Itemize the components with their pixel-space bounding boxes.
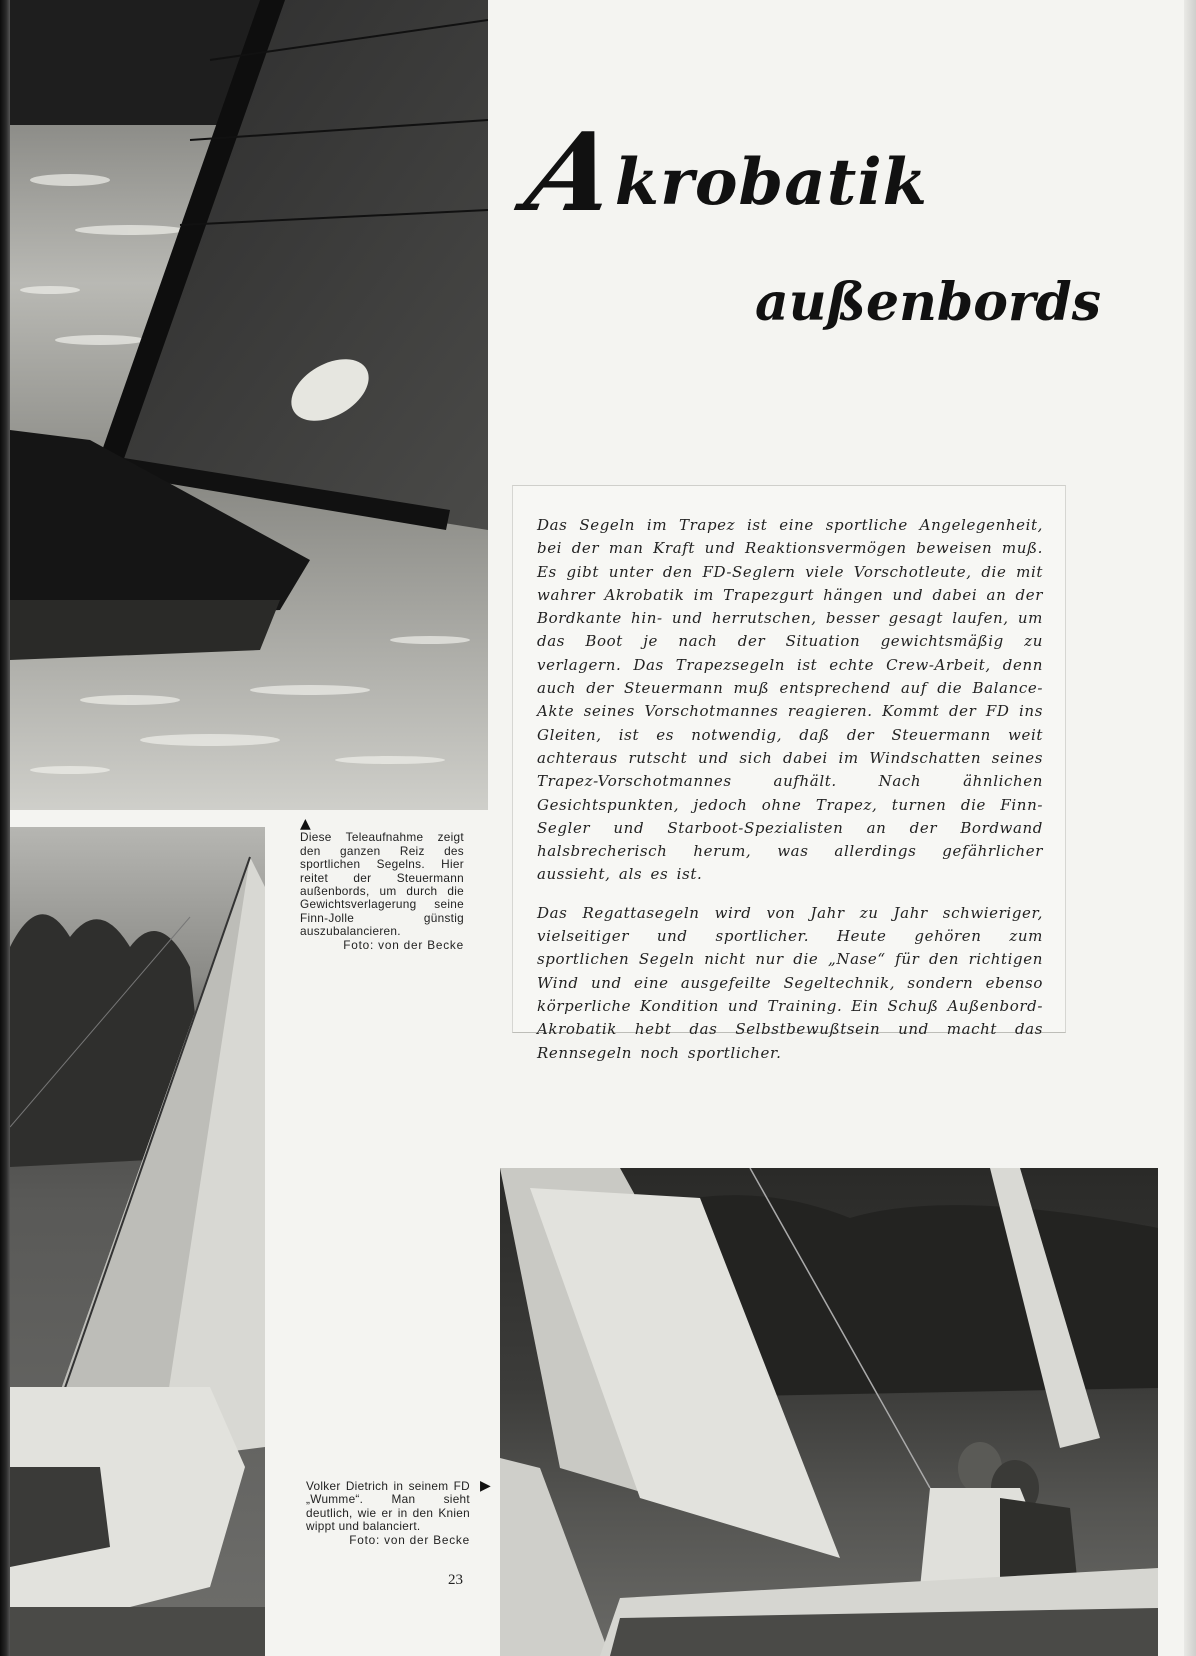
caption-bottom bbox=[306, 1480, 470, 1547]
page-number: 23 bbox=[448, 1572, 463, 1588]
article-paragraph-2: Das Regattasegeln wird von Jahr zu Jahr schwieriger, vielseitiger und sportlicher. Heute gehören zum sportlichen Segeln nicht nur die „Nase“ für den richtigen Wind und eine ausgefeilte Segeltechnik, sondern ebenso körperliche Kondition und Training. Ein Schuß Außenbord-Akrobatik hebt das Selbstbewußtsein und macht das Rennsegeln noch sportlicher. bbox=[537, 903, 1043, 1062]
photo-sailboat-backlit bbox=[10, 0, 488, 810]
photo-fd-wumme bbox=[500, 1168, 1158, 1656]
caption-bottom-credit: Foto: von der Becke bbox=[349, 1532, 470, 1547]
caption-top-credit: Foto: von der Becke bbox=[343, 937, 464, 952]
article-paragraph-1: Das Segeln im Trapez ist eine sportliche Angelegenheit, bei der man Kraft und Reaktionsvermögen beweisen muß. Es gibt unter den FD-Seglern viele Vorschotleute, die mit wahrer Akrobatik im Trapezgurt hängen und dabei an der Bordkante hin- und herrutschen, besser gesagt laufen, um das Boot je nach der Situation gewichtsmäßig zu verlagern. Das Trapezsegeln ist echte Crew-Arbeit, denn auch der Steuermann muß entsprechend auf die Balance-Akte seines Vorschotmannes reagieren. Kommt der FD ins Gleiten, ist es notwendig, daß der Steuermann weit achteraus rutscht und sich dabei im Windschatten seines Trapez-Vorschotmannes aufhält. Nach ähnlichen Gesichtspunkten, jedoch ohne Trapez, turnen die Finn-Segler und Starboot-Spezialisten an der Bordwand halsbrecherisch herum, was allerdings gefährlicher aussieht, als es ist. bbox=[537, 516, 1043, 884]
title-word-1: krobatik bbox=[614, 145, 928, 220]
caption-top bbox=[300, 818, 464, 952]
caption-top-text: Diese Teleaufnahme zeigt den ganzen Reiz des sportlichen Segelns. Hier reitet der Steuermann außenbords, um durch die Gewichtsverlagerung seine Finn-Jolle günstig auszubalancieren. bbox=[300, 830, 464, 939]
binding-edge bbox=[0, 0, 10, 1656]
right-arrow-icon: ▶ bbox=[480, 1478, 491, 1494]
up-arrow-icon: ▲ bbox=[300, 816, 312, 832]
article-title bbox=[516, 110, 950, 236]
article-text-box bbox=[512, 485, 1066, 1062]
photo-finn-dinghy bbox=[10, 827, 265, 1656]
caption-bottom-text: Volker Dietrich in seinem FD „Wumme“. Man sieht deutlich, wie er in den Knien wippt und balanciert. bbox=[306, 1479, 470, 1534]
article-title-line-2: außenbords bbox=[755, 272, 1101, 333]
page-edge bbox=[1184, 0, 1196, 1656]
title-initial: A bbox=[516, 110, 629, 236]
